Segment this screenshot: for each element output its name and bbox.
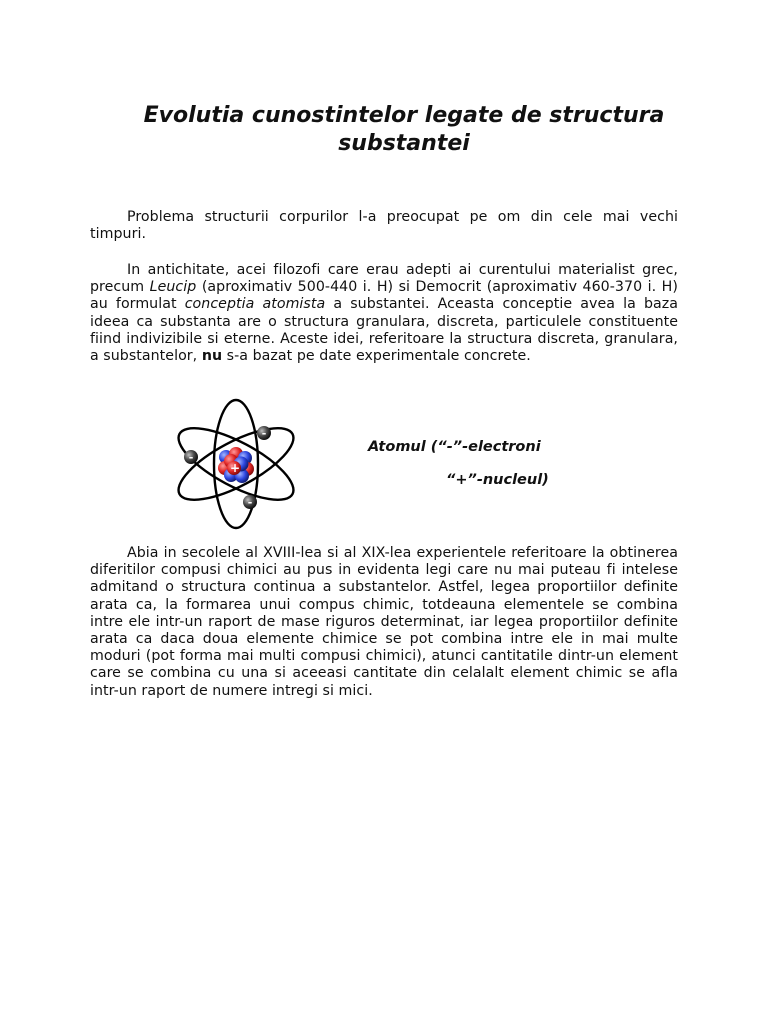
title-line-2: substantei [338,131,470,156]
conceptia-italic: conceptia atomista [184,296,326,313]
atom-illustration [170,398,305,531]
figure-caption-nucleus: “+”-nucleul) [446,472,549,488]
paragraph-2-part-3: a substantei. Aceasta conceptie avea la baza ideea ca substanta are o structura granulara, discreta, particulele constituente fiind indivizibile si eterne. Aceste idei, referitoare la structura discreta, granulara, a substantelor, [90,296,679,365]
document-title [90,102,718,158]
paragraph-2-part-4: s-a bazat pe date experimentale concrete. [222,348,531,365]
paragraph-2-part-2: (aproximativ 500-440 i. H) si Democrit (aproximativ 460-370 i. H) au formulat [90,279,678,313]
paragraph-3: Abia in secolele al XVIII-lea si al XIX-lea experientele referitoare la obtinerea diferitilor compusi chimici au pus in evidenta legi care nu mai puteau fi intelese admitand o structura continua a substantelor. Astfel, legea proportiilor definite arata ca, la formarea unui compus chimic, totdeauna elementele se combina intre ele intr-un raport de mase riguros determinat, iar legea proportiilor definite arata ca daca doua elemente chimice se pot combina intre ele in mai multe moduri (pot forma mai multi compusi chimici), atunci cantitatile dintr-un element care se combina cu una si aceeasi cantitate din celalalt element chimic se afla intr-un raport de numere intregi si mici. [90,545,678,699]
nucleus [218,447,254,483]
paragraph-2 [90,262,678,365]
electron-minus-symbol: - [247,496,253,509]
figure-caption-electrons: Atomul (“-”-electroni [368,439,541,455]
title-line-1: Evolutia cunostintelor legate de structura [143,103,665,128]
nucleus-plus-symbol: + [229,461,241,475]
nu-bold: nu [201,348,223,365]
electron-minus-symbol: - [188,451,194,464]
paragraph-1: Problema structurii corpurilor l-a preocupat pe om din cele mai vechi timpuri. [90,209,678,243]
leucip-italic: Leucip [149,279,197,296]
electron-minus-symbol: - [261,427,267,440]
paragraph-2-part-1: In antichitate, acei filozofi care erau adepti ai curentului materialist grec, precum [90,262,678,296]
